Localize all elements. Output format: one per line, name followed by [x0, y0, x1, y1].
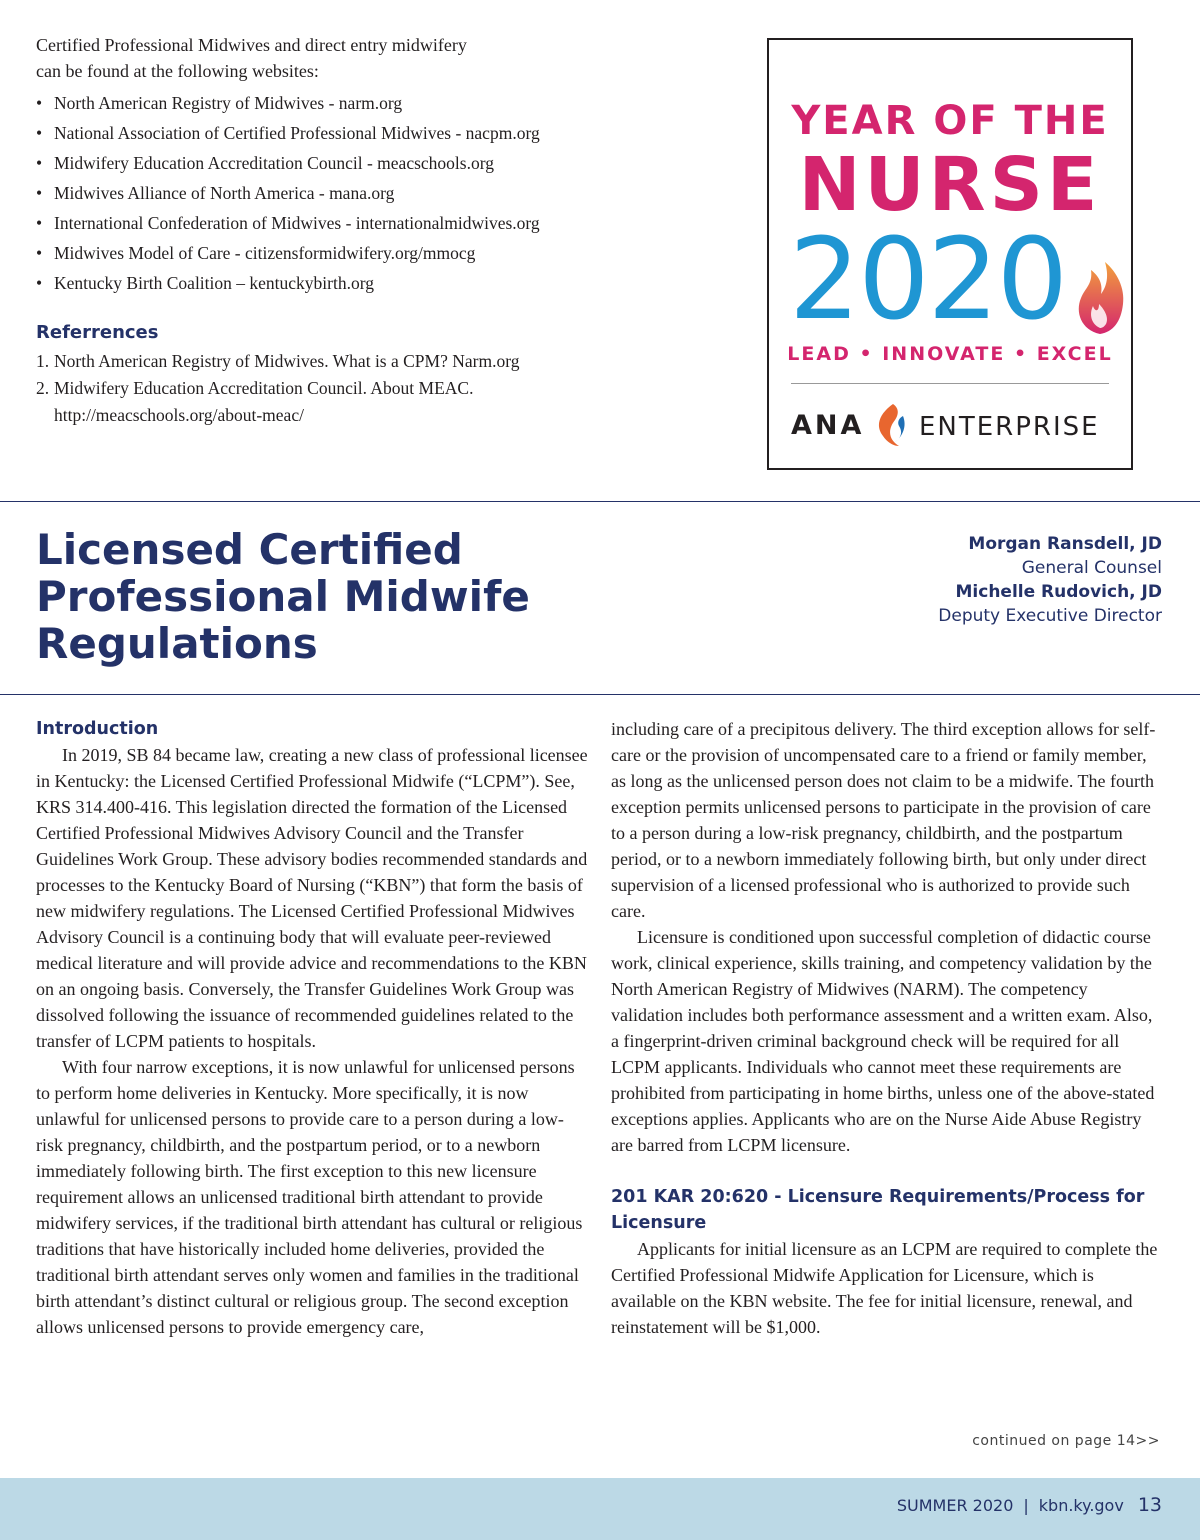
reference-item	[36, 375, 596, 429]
list-item: • National Association of Certified Professional Midwives - nacpm.org	[36, 118, 606, 148]
footer-text	[897, 1494, 1162, 1516]
body-paragraph: In 2019, SB 84 became law, creating a new class of professional licensee in Kentucky: the Licensed Certified Professional Midwife (“LCPM”). See, KRS 314.400-416. This legislation directed the formation of the Licensed Certified Professional Midwives Advisory Council and the Transfer Guidelines Work Group. These advisory bodies recommended standards and processes to the Kentucky Board of Nursing (“KBN”) that form the basis of new midwifery regulations. The Licensed Certified Professional Midwives Advisory Council is a continuing body that will evaluate peer-reviewed medical literature and will provide advice and recommendations to the KBN on an ongoing basis. Conversely, the Transfer Guidelines Work Group was dissolved following the issuance of recommended guidelines related to the transfer of LCPM patients to hospitals.	[36, 745, 588, 1051]
list-item: • Midwives Alliance of North America - mana.org	[36, 178, 606, 208]
section-divider	[0, 694, 1200, 695]
list-item: • Midwifery Education Accreditation Council - meacschools.org	[36, 148, 606, 178]
footer-website[interactable]: kbn.ky.gov	[1038, 1496, 1124, 1515]
list-item: • Midwives Model of Care - citizensformidwifery.org/mmocg	[36, 238, 606, 268]
intro-heading: Introduction	[36, 719, 159, 739]
page-number: 13	[1137, 1494, 1162, 1516]
ana-flame-icon	[873, 402, 909, 448]
list-item: • North American Registry of Midwives - narm.org	[36, 88, 606, 118]
author-name: Michelle Rudovich, JD	[955, 582, 1162, 602]
article-authors	[938, 532, 1162, 628]
reference-item	[36, 348, 596, 375]
continued-link[interactable]: continued on page 14>>	[972, 1433, 1160, 1449]
article-column-right	[611, 716, 1163, 1340]
article-title: Licensed Certified Professional Midwife Regulations	[36, 525, 530, 668]
year-of-the-nurse-logo	[767, 38, 1133, 470]
section-divider	[0, 501, 1200, 502]
references-list	[36, 348, 596, 429]
intro-line-2: can be found at the following websites:	[36, 61, 319, 81]
body-paragraph: including care of a precipitous delivery. The third exception allows for self-care or the provision of uncompensated care to a friend or family member, as long as the unlicensed person does not claim to be a midwife. The fourth exception permits unlicensed persons to participate in the provision of care to a person during a low-risk pregnancy, childbirth, and the postpartum period, or to a newborn immediately following birth, but only under direct supervision of a licensed professional who is authorized to provide such care.	[611, 719, 1156, 921]
footer-separator: |	[1023, 1496, 1029, 1515]
websites-intro	[36, 32, 606, 298]
body-paragraph: Licensure is conditioned upon successful completion of didactic course work, clinical experience, skills training, and competency validation by the North American Registry of Midwives (NARM). The competency validation includes both performance assessment and a written exam. Also, a fingerprint-driven criminal background check will be required for all LCPM applicants. Individuals who cannot meet these requirements are prohibited from participating in home births, unless one of the above-stated exceptions applies. Applicants who are on the Nurse Aide Abuse Registry are barred from LCPM licensure.	[611, 927, 1155, 1155]
logo-year: 2020	[789, 215, 1067, 345]
logo-brand-enterprise: ENTERPRISE	[919, 412, 1100, 442]
intro-line-1: Certified Professional Midwives and direct entry midwifery	[36, 35, 467, 55]
list-item: • Kentucky Birth Coalition – kentuckybirth.org	[36, 268, 606, 298]
section-heading: 201 KAR 20:620 - Licensure Requirements/Process for Licensure	[611, 1187, 1145, 1233]
author-role: General Counsel	[1021, 558, 1162, 578]
logo-tagline: LEAD • INNOVATE • EXCEL	[787, 343, 1113, 365]
article-column-left	[36, 716, 588, 1340]
author-role: Deputy Executive Director	[938, 606, 1162, 626]
reference-number: 2.	[36, 378, 50, 398]
reference-text: Midwifery Education Accreditation Council. About MEAC. http://meacschools.org/about-meac/	[54, 378, 474, 425]
websites-list	[36, 88, 606, 298]
logo-divider	[791, 383, 1109, 384]
references-heading: Referrences	[36, 322, 159, 343]
body-paragraph: Applicants for initial licensure as an LCPM are required to complete the Certified Professional Midwife Application for Licensure, which is available on the KBN website. The fee for initial licensure, renewal, and reinstatement will be $1,000.	[611, 1239, 1158, 1337]
flame-icon	[1073, 240, 1127, 336]
author-name: Morgan Ransdell, JD	[968, 534, 1162, 554]
list-item: • International Confederation of Midwives - internationalmidwives.org	[36, 208, 606, 238]
footer-issue: SUMMER 2020	[896, 1496, 1014, 1515]
logo-line-1: YEAR OF THE	[791, 98, 1109, 144]
page-footer	[0, 1478, 1200, 1540]
body-paragraph: With four narrow exceptions, it is now unlawful for unlicensed persons to perform home deliveries in Kentucky. More specifically, it is now unlawful for unlicensed persons to provide care to a person during a low-risk pregnancy, childbirth, and the postpartum period, or to a newborn immediately following birth. The first exception to this new licensure requirement allows an unlicensed traditional birth attendant to provide midwifery services, if the traditional birth attendant has cultural or religious traditions that have historically included home deliveries, provided the traditional birth attendant serves only women and families in the traditional birth attendant’s distinct cultural or religious group. The second exception allows unlicensed persons to provide emergency care,	[36, 1057, 583, 1337]
reference-number: 1.	[36, 351, 50, 371]
reference-text: North American Registry of Midwives. What is a CPM? Narm.org	[54, 351, 520, 371]
logo-line-2: NURSE	[798, 142, 1102, 228]
logo-brand-ana: ANA	[791, 410, 865, 441]
